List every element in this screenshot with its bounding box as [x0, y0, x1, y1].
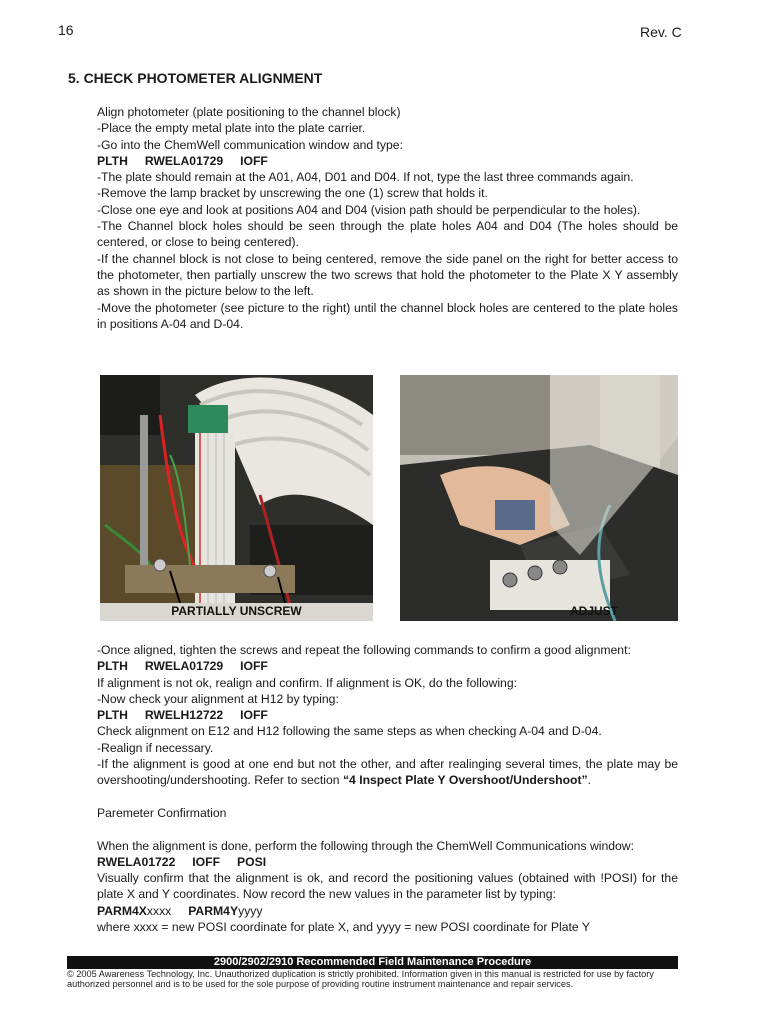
photometer-screws-photo	[100, 375, 373, 621]
param-x-command: PARM4X	[97, 903, 147, 918]
paragraph: -Move the photometer (see picture to the right) until the channel block holes are centered to the plate holes in positions A-04 and D-04.	[97, 300, 678, 331]
paragraph: If alignment is not ok, realign and confirm. If alignment is OK, do the following:	[97, 675, 518, 690]
page-number: 16	[58, 22, 74, 38]
instructions-block	[97, 104, 678, 332]
photometer-adjust-illustration	[400, 375, 678, 621]
figure-caption: PARTIALLY UNSCREW	[171, 604, 302, 618]
param-x-value: xxxx	[146, 903, 189, 918]
photometer-adjust-photo	[400, 375, 678, 621]
command-line	[97, 903, 678, 919]
paragraph: -Realign if necessary.	[97, 740, 214, 755]
paragraph: Check alignment on E12 and H12 following the same steps as when checking A-04 and D-04.	[97, 724, 602, 739]
revision-label: Rev. C	[640, 24, 682, 40]
paragraph: where xxxx = new POSI coordinate for plate X, and yyyy = new POSI coordinate for Plate Y	[97, 920, 590, 935]
section-reference: “4 Inspect Plate Y Overshoot/Undershoot”	[342, 773, 588, 788]
paragraph: -Once aligned, tighten the screws and repeat the following commands to confirm a good alignment:	[97, 643, 631, 657]
command-line: PLTH RWELA01729 IOFF	[97, 153, 268, 168]
paragraph: -Place the empty metal plate into the plate carrier.	[97, 121, 366, 136]
figure-caption: ADJUST	[570, 604, 619, 618]
param-y-value: yyyy	[238, 903, 263, 918]
paragraph-text: -If the alignment is good at one end but not the other, and after realinging several times, the plate may be overshooting/undershooting. Refer to section	[97, 757, 678, 788]
copyright-notice: © 2005 Awareness Technology, Inc. Unauthorized duplication is strictly prohibited. Information given in this manual is restricted for use by factory authorized personnel and is to be used for the sole purpose of providing routine instrument maintenance and repair services.	[67, 969, 654, 990]
paragraph: When the alignment is done, perform the following through the ChemWell Communications window:	[97, 838, 634, 853]
subheading: Paremeter Confirmation	[97, 805, 227, 820]
paragraph: -Close one eye and look at positions A04 and D04 (vision path should be perpendicular to the holes).	[97, 202, 641, 217]
paragraph: -Remove the lamp bracket by unscrewing the one (1) screw that holds it.	[97, 186, 488, 201]
paragraph-end: .	[587, 773, 592, 788]
command-line: RWELA01722 IOFF POSI	[97, 854, 267, 869]
paragraph: -If the channel block is not close to being centered, remove the side panel on the right for better access to the photometer, then partially unscrew the two screws that hold the photometer to the Plate X Y assembly as shown in the picture below to the left.	[97, 251, 678, 299]
param-y-command: PARM4Y	[188, 903, 239, 918]
paragraph: -Now check your alignment at H12 by typing:	[97, 691, 339, 706]
paragraph: -The Channel block holes should be seen through the plate holes A04 and D04 (The holes should be centered, or close to being centered).	[97, 219, 678, 250]
command-line: PLTH RWELH12722 IOFF	[97, 708, 268, 723]
paragraph	[97, 756, 678, 789]
confirmation-block	[97, 642, 678, 935]
photometer-screws-illustration	[100, 375, 373, 621]
paragraph: -Go into the ChemWell communication window and type:	[97, 137, 403, 152]
spacer	[97, 821, 678, 837]
spacer	[97, 789, 678, 805]
section-title: 5. CHECK PHOTOMETER ALIGNMENT	[68, 70, 323, 86]
command-line: PLTH RWELA01729 IOFF	[97, 659, 268, 674]
paragraph: Align photometer (plate positioning to the channel block)	[97, 105, 401, 119]
footer-title: 2900/2902/2910 Recommended Field Maintenance Procedure	[67, 956, 678, 969]
paragraph: Visually confirm that the alignment is ok, and record the positioning values (obtained with !POSI) for the plate X and Y coordinates. Now record the new values in the parameter list by typing:	[97, 871, 678, 902]
paragraph: -The plate should remain at the A01, A04, D01 and D04. If not, type the last three commands again.	[97, 170, 634, 185]
